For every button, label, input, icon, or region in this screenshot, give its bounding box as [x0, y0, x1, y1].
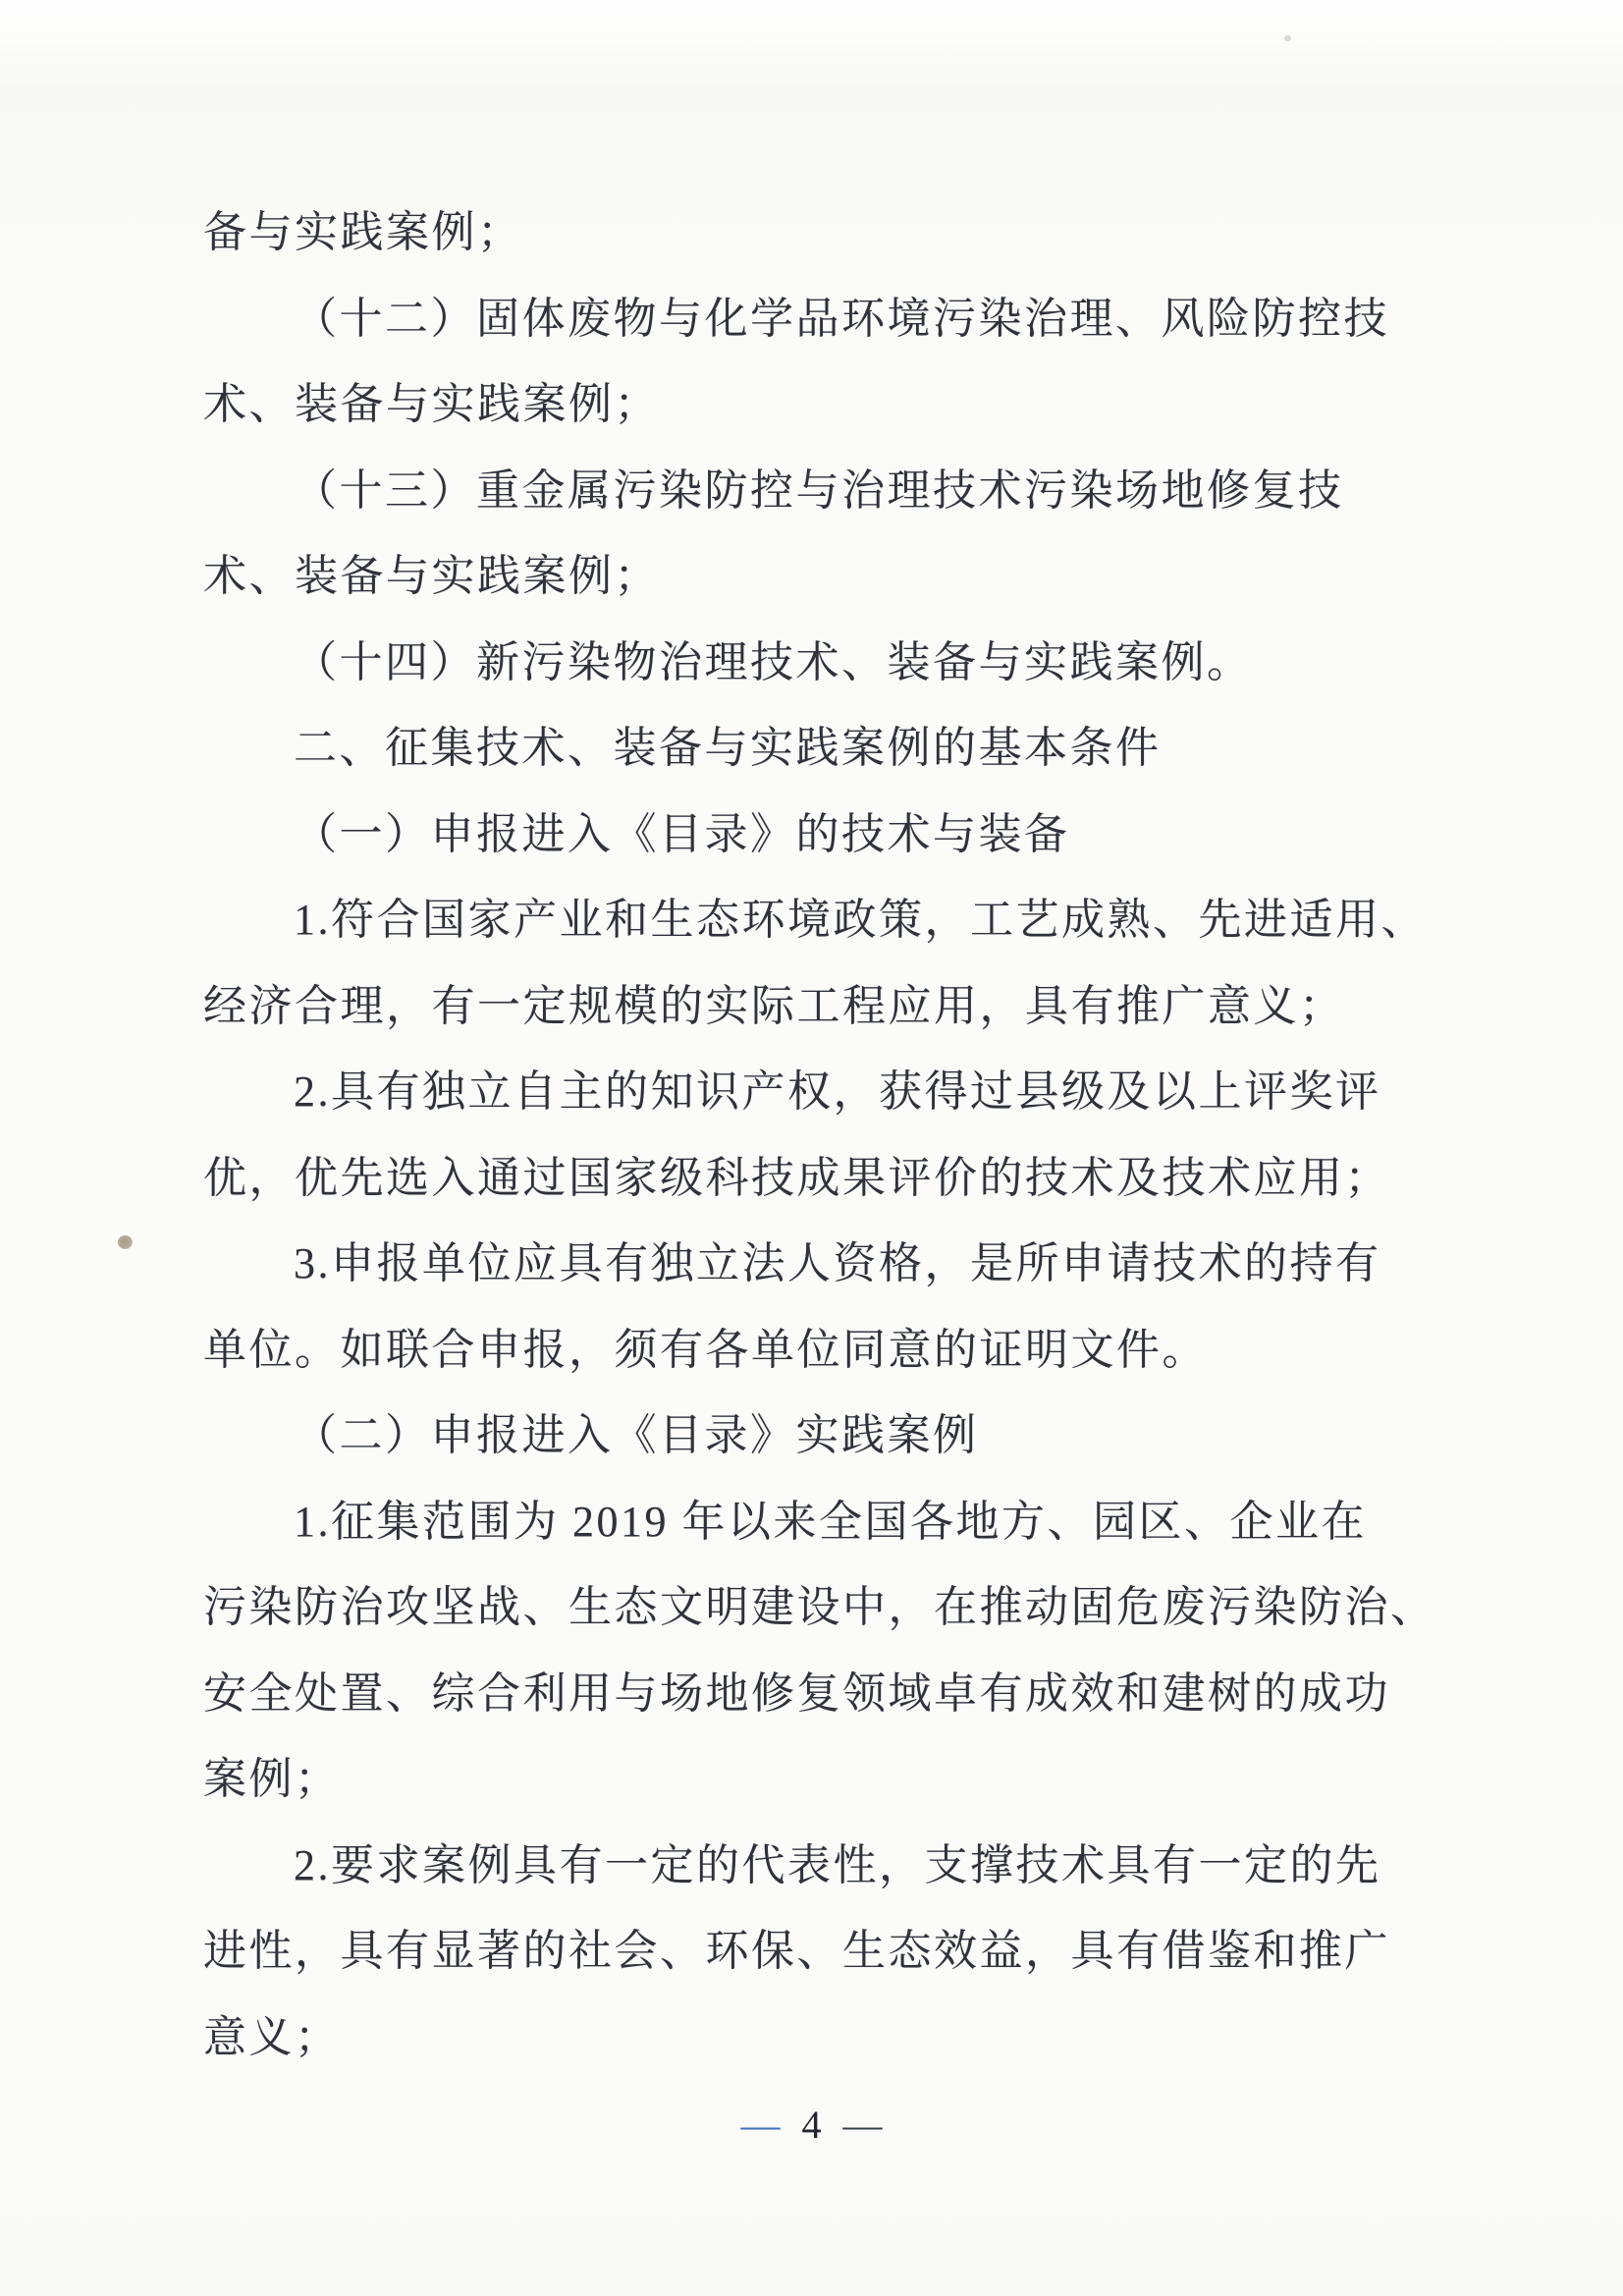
document-body	[203, 190, 1509, 2080]
doc-line: 案例；	[203, 1755, 341, 1803]
doc-line: 3.申报单位应具有独立法人资格，是所申请技术的持有	[294, 1239, 1381, 1287]
doc-line: 意义；	[203, 2012, 341, 2061]
doc-line: （十三）重金属污染防控与治理技术污染场地修复技	[294, 465, 1344, 515]
doc-line: 1.征集范围为 2019 年以来全国各地方、园区、企业在	[294, 1497, 1367, 1546]
doc-line: 经济合理，有一定规模的实际工程应用，具有推广意义；	[203, 981, 1345, 1030]
doc-line: 备与实践案例；	[203, 208, 523, 256]
doc-line: 术、装备与实践案例；	[203, 552, 660, 600]
scan-speck	[1284, 35, 1291, 41]
subsection-heading: （一）申报进入《目录》的技术与装备	[294, 809, 1070, 858]
doc-line: 2.具有独立自主的知识产权，获得过县级及以上评奖评	[294, 1067, 1381, 1116]
doc-line: 优，优先选入通过国家级科技成果评价的技术及技术应用；	[203, 1153, 1390, 1202]
footer-dash-right: —	[842, 2103, 883, 2147]
section-heading: 二、征集技术、装备与实践案例的基本条件	[294, 724, 1162, 772]
doc-line: 污染防治攻坚战、生态文明建设中，在推动固危废污染防治、	[203, 1583, 1436, 1631]
doc-line: 单位。如联合申报，须有各单位同意的证明文件。	[203, 1325, 1208, 1374]
subsection-heading: （二）申报进入《目录》实践案例	[294, 1411, 979, 1459]
page-number: 4	[801, 2103, 822, 2147]
doc-line: （十二）固体废物与化学品环境污染治理、风险防控技	[294, 294, 1389, 343]
page-footer	[0, 2100, 1623, 2151]
doc-line: 2.要求案例具有一定的代表性，支撑技术具有一定的先	[294, 1840, 1381, 1889]
doc-line: 进性，具有显著的社会、环保、生态效益，具有借鉴和推广	[203, 1927, 1390, 1975]
doc-line: 术、装备与实践案例；	[203, 380, 660, 428]
doc-line: （十四）新污染物治理技术、装备与实践案例。	[294, 637, 1253, 686]
footer-dash-left: —	[740, 2103, 781, 2147]
doc-line: 1.符合国家产业和生态环境政策，工艺成熟、先进适用、	[294, 896, 1427, 944]
doc-line: 安全处置、综合利用与场地修复领域卓有成效和建树的成功	[203, 1668, 1390, 1718]
scan-speck	[118, 1235, 133, 1249]
